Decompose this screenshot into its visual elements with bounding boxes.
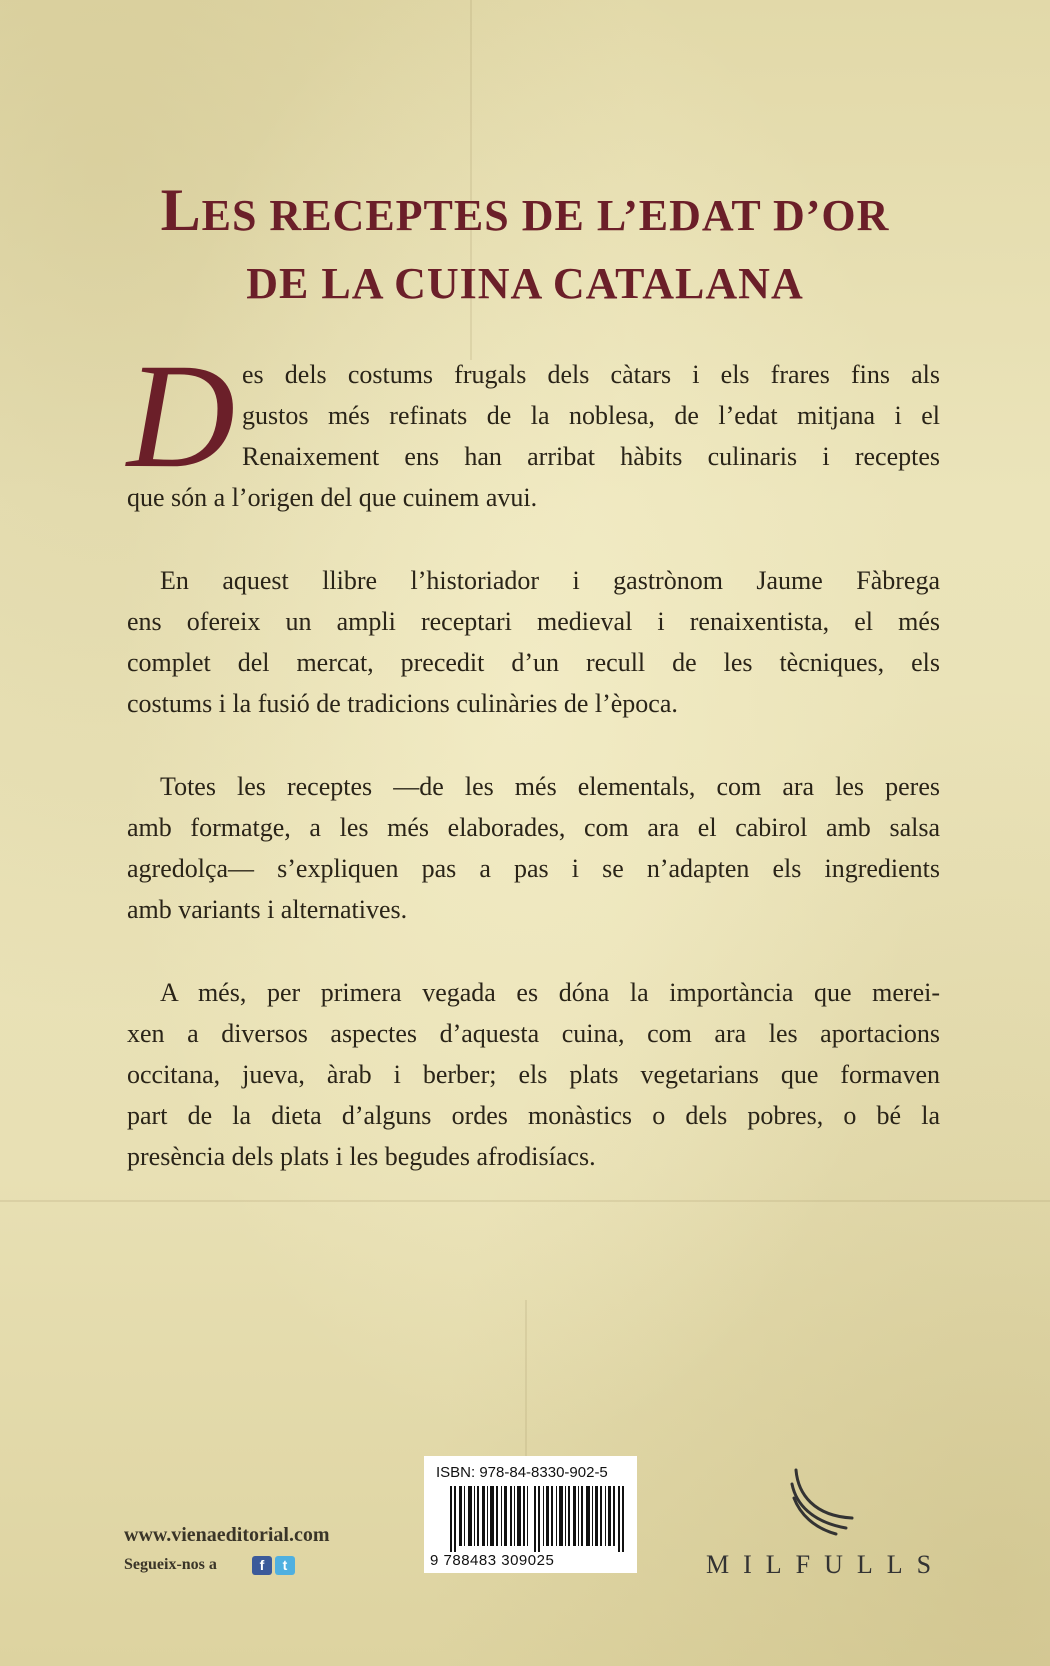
publisher-name: MILFULLS — [706, 1550, 946, 1579]
twitter-icon[interactable]: t — [275, 1556, 295, 1575]
isbn-barcode — [424, 1456, 637, 1573]
paragraph-1-line-1: es dels costums frugals dels càtars i els frares fins als — [242, 360, 940, 389]
paragraph-3-line-1: Totes les receptes —de les més elementals, com ara les peres — [160, 772, 940, 801]
paragraph-1-line-3: Renaixement ens han arribat hàbits culinaris i receptes — [242, 442, 940, 471]
paragraph-2-line-3: complet del mercat, precedit d’un recull de les tècniques, els — [127, 648, 940, 677]
paragraph-3-line-4: amb variants i alternatives. — [127, 895, 408, 924]
paragraph-3-line-3: agredolça— s’expliquen pas a pas i se n’adapten els ingredients — [127, 854, 940, 883]
paragraph-4-line-4: part de la dieta d’alguns ordes monàstics o dels pobres, o bé la — [127, 1101, 940, 1130]
paragraph-1-line-4: que són a l’origen del que cuinem avui. — [127, 483, 538, 512]
title-line-2 — [110, 259, 940, 308]
title-line-2-text: DE LA CUINA CATALANA — [246, 259, 804, 308]
title-initial: L — [160, 177, 202, 243]
paragraph-2-line-2: ens ofereix un ampli receptari medieval i renaixentista, el més — [127, 607, 940, 636]
follow-us-label: Segueix-nos a — [124, 1556, 217, 1573]
barcode-bars — [450, 1486, 628, 1552]
drop-cap: D — [126, 333, 236, 499]
paper-crease — [0, 1200, 1050, 1202]
paragraph-2-line-1: En aquest llibre l’historiador i gastrònom Jaume Fàbrega — [160, 566, 940, 595]
milfulls-swoosh-icon — [790, 1466, 858, 1536]
title-line-1 — [110, 177, 940, 243]
ean-digits: 9 788483 309025 — [430, 1552, 555, 1569]
facebook-icon[interactable]: f — [252, 1556, 272, 1575]
paragraph-4-line-5: presència dels plats i les begudes afrodisíacs. — [127, 1142, 596, 1171]
isbn-number: ISBN: 978-84-8330-902-5 — [436, 1464, 608, 1481]
paper-crease — [525, 1300, 527, 1460]
paragraph-2-line-4: costums i la fusió de tradicions culinàries de l’època. — [127, 689, 678, 718]
paragraph-1-line-2: gustos més refinats de la noblesa, de l’edat mitjana i el — [242, 401, 940, 430]
publisher-website[interactable]: www.vienaeditorial.com — [124, 1524, 330, 1546]
paragraph-4-line-3: occitana, jueva, àrab i berber; els plats vegetarians que formaven — [127, 1060, 940, 1089]
paragraph-4-line-1: A més, per primera vegada es dóna la importància que merei- — [160, 978, 940, 1007]
paragraph-4-line-2: xen a diversos aspectes d’aquesta cuina, com ara les aportacions — [127, 1019, 940, 1048]
paragraph-3-line-2: amb formatge, a les més elaborades, com ara el cabirol amb salsa — [127, 813, 940, 842]
title-line-1-text: ES RECEPTES DE L’EDAT D’OR — [201, 191, 890, 240]
